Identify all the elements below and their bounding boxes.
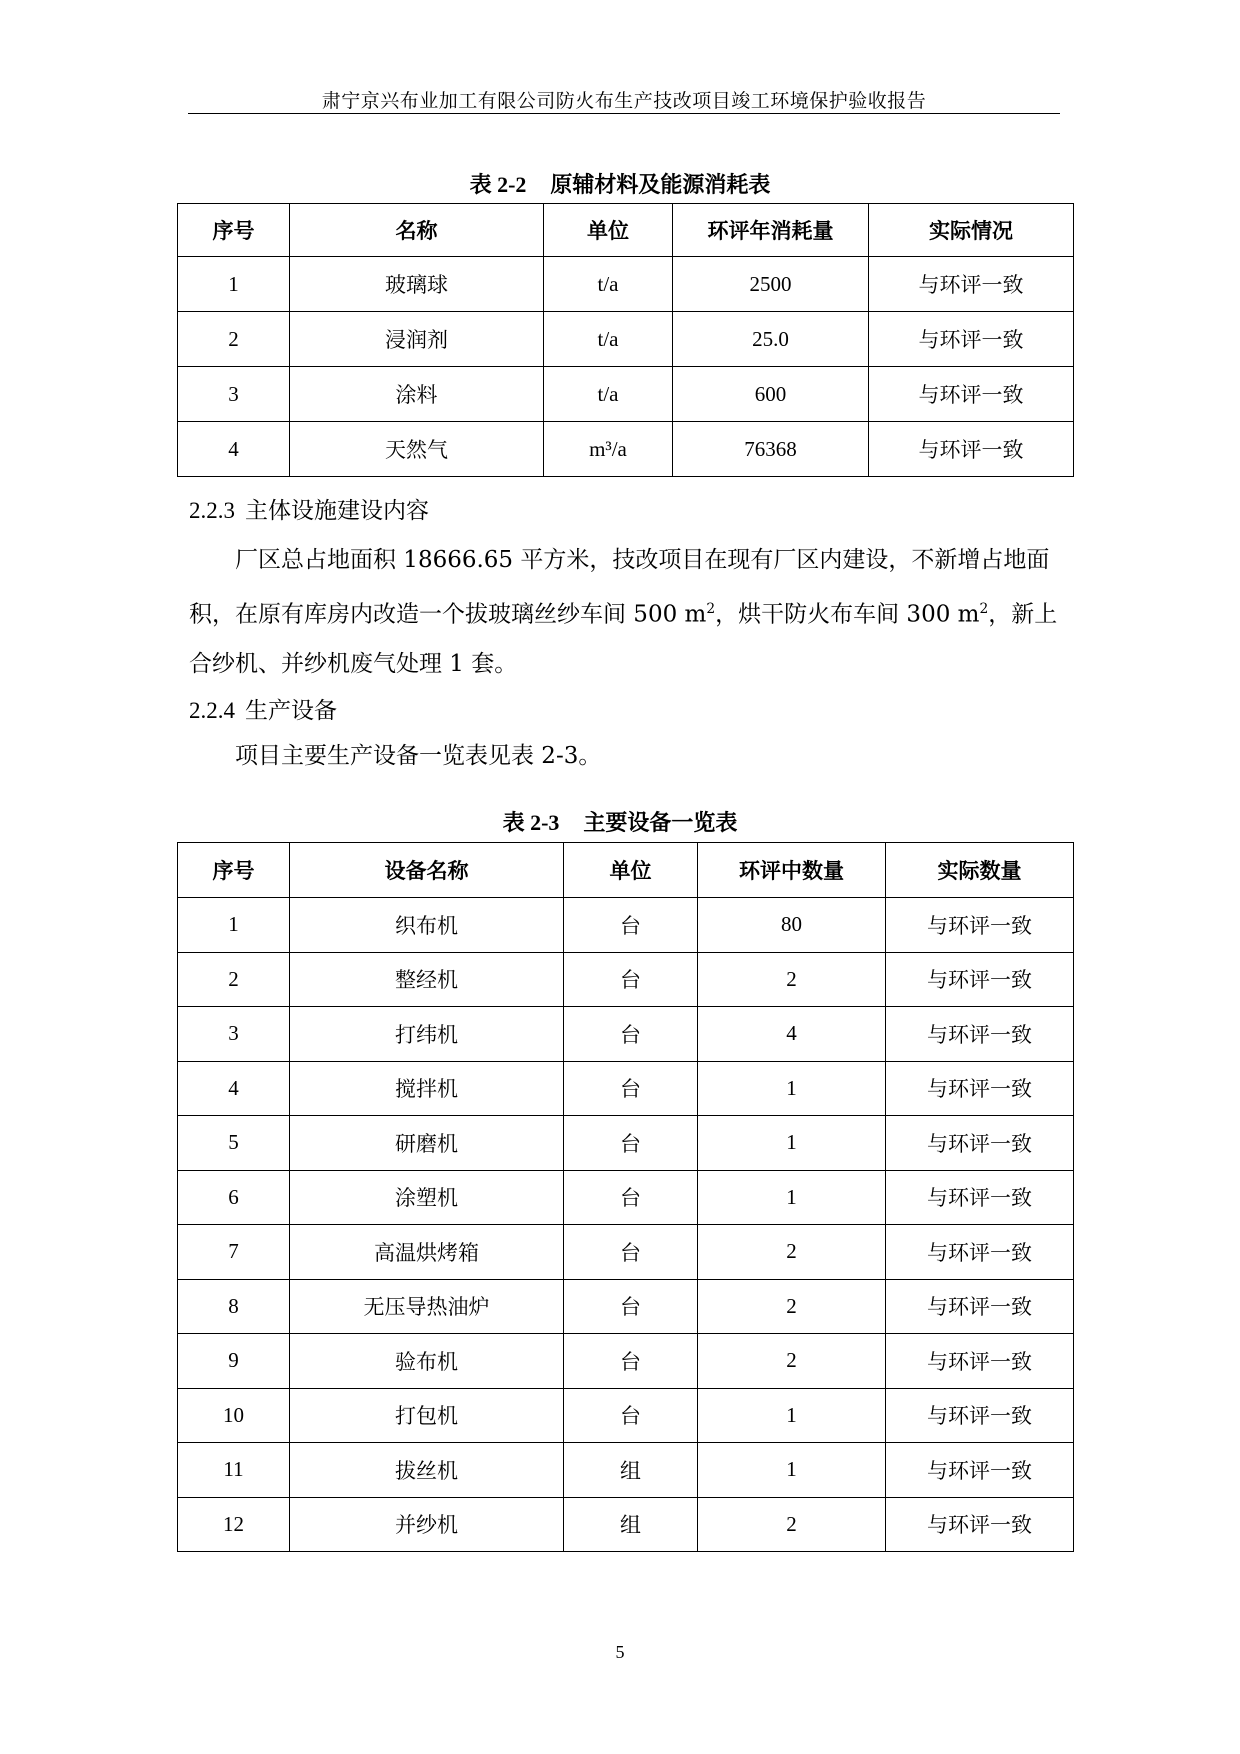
header-cell: 环评中数量	[698, 843, 886, 898]
cell: 3	[178, 1007, 290, 1062]
header-cell: 设备名称	[290, 843, 564, 898]
table-row	[178, 1225, 1074, 1280]
cell: 600	[673, 367, 869, 422]
cell: 与环评一致	[886, 1334, 1074, 1389]
cell: 1	[698, 1443, 886, 1498]
cell: 7	[178, 1225, 290, 1280]
cell: 2	[178, 312, 290, 367]
cell: 4	[698, 1007, 886, 1062]
cell: 与环评一致	[886, 1497, 1074, 1552]
cell: 1	[178, 898, 290, 953]
cell: 与环评一致	[886, 1007, 1074, 1062]
page-number: 5	[615, 1642, 625, 1662]
cell: 无压导热油炉	[290, 1279, 564, 1334]
paragraph-text-b: ，烘干防火布车间 300 m	[715, 601, 980, 628]
section-title: 主体设施建设内容	[245, 498, 429, 524]
table-row	[178, 367, 1074, 422]
table-row	[178, 1334, 1074, 1389]
cell: 与环评一致	[886, 1279, 1074, 1334]
cell: 研磨机	[290, 1116, 564, 1171]
cell: 2	[698, 1279, 886, 1334]
header-cell: 实际数量	[886, 843, 1074, 898]
cell: 2500	[673, 257, 869, 312]
header-cell: 名称	[290, 204, 544, 257]
cell: 25.0	[673, 312, 869, 367]
section-number: 2.2.3	[189, 498, 235, 523]
cell: 组	[564, 1497, 698, 1552]
cell: 10	[178, 1388, 290, 1443]
cell: 8	[178, 1279, 290, 1334]
header-cell: 环评年消耗量	[673, 204, 869, 257]
cell: 4	[178, 1061, 290, 1116]
cell: 2	[178, 952, 290, 1007]
cell: 1	[178, 257, 290, 312]
table-row	[178, 422, 1074, 477]
cell: 6	[178, 1170, 290, 1225]
cell: 3	[178, 367, 290, 422]
caption-title: 主要设备一览表	[583, 810, 738, 836]
cell: 与环评一致	[886, 1225, 1074, 1280]
cell: 与环评一致	[869, 422, 1074, 477]
cell: 搅拌机	[290, 1061, 564, 1116]
cell: m³/a	[544, 422, 673, 477]
cell: 并纱机	[290, 1497, 564, 1552]
cell: 4	[178, 422, 290, 477]
paragraph-text-c: ，新上合纱机、并纱机废气处理 1 套。	[189, 601, 1058, 677]
cell: 台	[564, 898, 698, 953]
cell: 台	[564, 1061, 698, 1116]
cell: 1	[698, 1061, 886, 1116]
table-row	[178, 1116, 1074, 1171]
cell: 2	[698, 1334, 886, 1389]
header-rule	[188, 113, 1060, 114]
cell: 台	[564, 1388, 698, 1443]
cell: 与环评一致	[886, 1388, 1074, 1443]
cell: 76368	[673, 422, 869, 477]
cell: t/a	[544, 257, 673, 312]
cell: 与环评一致	[886, 1170, 1074, 1225]
table-row	[178, 1388, 1074, 1443]
caption-title: 原辅材料及能源消耗表	[550, 172, 771, 198]
running-header: 肃宁京兴布业加工有限公司防火布生产技改项目竣工环境保护验收报告	[321, 90, 927, 112]
section-title: 生产设备	[245, 698, 337, 724]
cell: 台	[564, 1225, 698, 1280]
cell: 打纬机	[290, 1007, 564, 1062]
cell: 台	[564, 1279, 698, 1334]
header-cell: 序号	[178, 204, 290, 257]
cell: t/a	[544, 312, 673, 367]
cell: 1	[698, 1116, 886, 1171]
table-row	[178, 1443, 1074, 1498]
table-header-row	[178, 204, 1074, 257]
cell: 天然气	[290, 422, 544, 477]
cell: 台	[564, 1334, 698, 1389]
superscript: 2	[979, 601, 989, 617]
header-cell: 序号	[178, 843, 290, 898]
table-row	[178, 312, 1074, 367]
cell: 1	[698, 1170, 886, 1225]
cell: 与环评一致	[869, 257, 1074, 312]
table-row	[178, 257, 1074, 312]
cell: 玻璃球	[290, 257, 544, 312]
table-2-2-caption	[0, 168, 1240, 199]
caption-number: 表 2-2	[469, 172, 527, 197]
cell: 台	[564, 1007, 698, 1062]
header-cell: 单位	[564, 843, 698, 898]
cell: 80	[698, 898, 886, 953]
cell: 与环评一致	[886, 952, 1074, 1007]
table-row	[178, 1007, 1074, 1062]
cell: t/a	[544, 367, 673, 422]
table-row	[178, 1170, 1074, 1225]
cell: 台	[564, 952, 698, 1007]
cell: 打包机	[290, 1388, 564, 1443]
header-cell: 单位	[544, 204, 673, 257]
cell: 织布机	[290, 898, 564, 953]
table-row	[178, 1279, 1074, 1334]
cell: 高温烘烤箱	[290, 1225, 564, 1280]
table-row	[178, 952, 1074, 1007]
cell: 台	[564, 1116, 698, 1171]
cell: 组	[564, 1443, 698, 1498]
cell: 9	[178, 1334, 290, 1389]
cell: 整经机	[290, 952, 564, 1007]
body-paragraph	[189, 536, 1069, 689]
table-header-row	[178, 843, 1074, 898]
table-2-3-caption	[0, 806, 1240, 837]
caption-number: 表 2-3	[502, 810, 560, 835]
body-paragraph: 项目主要生产设备一览表见表 2-3。	[235, 743, 602, 769]
materials-table	[177, 203, 1074, 477]
cell: 涂塑机	[290, 1170, 564, 1225]
section-number: 2.2.4	[189, 698, 235, 723]
cell: 与环评一致	[869, 312, 1074, 367]
paragraph-text-a: 厂区总占地面积 18666.65 平方米，技改项目在现有厂区内建设，不新增占地面积，在原有库房内改造一个拔玻璃丝纱车间 500 m	[189, 547, 1050, 628]
cell: 与环评一致	[886, 1443, 1074, 1498]
equipment-table	[177, 842, 1074, 1552]
cell: 2	[698, 1225, 886, 1280]
cell: 涂料	[290, 367, 544, 422]
section-heading-2-2-4	[189, 692, 337, 725]
cell: 与环评一致	[886, 1061, 1074, 1116]
cell: 与环评一致	[886, 1116, 1074, 1171]
cell: 验布机	[290, 1334, 564, 1389]
cell: 2	[698, 1497, 886, 1552]
cell: 浸润剂	[290, 312, 544, 367]
table-row	[178, 1061, 1074, 1116]
cell: 与环评一致	[886, 898, 1074, 953]
cell: 拔丝机	[290, 1443, 564, 1498]
table-row	[178, 898, 1074, 953]
cell: 与环评一致	[869, 367, 1074, 422]
section-heading-2-2-3	[189, 492, 429, 525]
cell: 12	[178, 1497, 290, 1552]
superscript: 2	[706, 601, 716, 617]
cell: 5	[178, 1116, 290, 1171]
cell: 11	[178, 1443, 290, 1498]
header-cell: 实际情况	[869, 204, 1074, 257]
cell: 1	[698, 1388, 886, 1443]
cell: 2	[698, 952, 886, 1007]
table-row	[178, 1497, 1074, 1552]
cell: 台	[564, 1170, 698, 1225]
